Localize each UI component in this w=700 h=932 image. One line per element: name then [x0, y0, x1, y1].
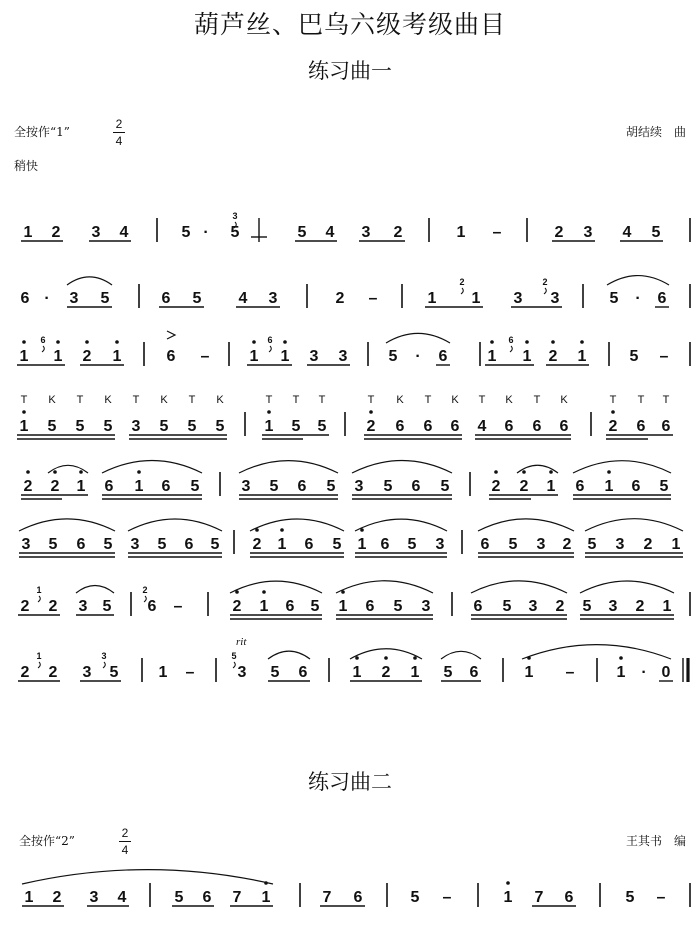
- slur: [76, 585, 114, 593]
- grace-note: 6: [508, 335, 514, 345]
- note: 6: [161, 478, 171, 495]
- slur: [607, 276, 669, 285]
- grace-stroke: [103, 662, 105, 668]
- exercise1-tempo: 稍快: [14, 159, 39, 173]
- high-octave-dot: [506, 881, 510, 885]
- note: 5: [48, 536, 58, 553]
- articulation-mark: T: [367, 394, 375, 406]
- high-octave-dot: [85, 340, 89, 344]
- note: 6: [423, 418, 433, 435]
- note: 1: [264, 418, 274, 435]
- rit-mark: rit: [236, 636, 247, 648]
- articulation-mark: T: [478, 394, 486, 406]
- note: 1: [76, 478, 86, 495]
- note: 2: [48, 598, 58, 615]
- grace-stroke: [544, 288, 546, 294]
- grace-note: 2: [542, 277, 548, 287]
- dash-note: –: [442, 889, 452, 906]
- slur: [585, 519, 683, 531]
- note: 3: [21, 536, 31, 553]
- dot-note: ·: [415, 348, 421, 365]
- note: 1: [522, 348, 532, 365]
- high-octave-dot: [280, 528, 284, 532]
- dash-note: –: [565, 664, 575, 681]
- note: 5: [291, 418, 301, 435]
- note: 5: [388, 348, 398, 365]
- note: 1: [577, 348, 587, 365]
- note: 2: [555, 598, 565, 615]
- note: 6: [469, 664, 479, 681]
- grace-stroke: [42, 346, 44, 352]
- note: 6: [575, 478, 585, 495]
- note: 6: [297, 478, 307, 495]
- high-octave-dot: [264, 881, 268, 885]
- note: 4: [238, 290, 248, 307]
- grace-note: 5: [231, 651, 237, 661]
- articulation-mark: K: [560, 394, 568, 406]
- dot-note: ·: [203, 224, 209, 241]
- articulation-mark: T: [318, 394, 326, 406]
- slur: [239, 461, 338, 473]
- high-octave-dot: [56, 340, 60, 344]
- note: 6: [104, 478, 114, 495]
- grace-note: 3: [232, 211, 238, 221]
- slur: [522, 645, 671, 659]
- note: 1: [19, 348, 29, 365]
- articulation-mark: T: [533, 394, 541, 406]
- note: 2: [82, 348, 92, 365]
- note: 1: [277, 536, 287, 553]
- time-denominator: 4: [121, 843, 129, 857]
- slur: [336, 581, 433, 593]
- note: 5: [440, 478, 450, 495]
- grace-note: 1: [36, 651, 42, 661]
- articulation-mark: T: [424, 394, 432, 406]
- note: 6: [20, 290, 30, 307]
- note: 1: [338, 598, 348, 615]
- note: 3: [435, 536, 445, 553]
- high-octave-dot: [549, 470, 553, 474]
- note: 1: [280, 348, 290, 365]
- high-octave-dot: [611, 410, 615, 414]
- note: 3: [241, 478, 251, 495]
- note: 6: [559, 418, 569, 435]
- note: 1: [53, 348, 63, 365]
- slur: [355, 519, 447, 531]
- note: 1: [487, 348, 497, 365]
- note: 5: [187, 418, 197, 435]
- note: 5: [215, 418, 225, 435]
- note: 5: [210, 536, 220, 553]
- note: 2: [562, 536, 572, 553]
- note: 5: [317, 418, 327, 435]
- note: 5: [174, 889, 184, 906]
- note: 3: [309, 348, 319, 365]
- note: 5: [159, 418, 169, 435]
- high-octave-dot: [53, 470, 57, 474]
- note: 6: [285, 598, 295, 615]
- note: 3: [69, 290, 79, 307]
- note: 5: [230, 224, 240, 241]
- note: 5: [109, 664, 119, 681]
- note: 4: [325, 224, 335, 241]
- note: 3: [528, 598, 538, 615]
- note: 7: [232, 889, 242, 906]
- note: 1: [456, 224, 466, 241]
- note: 2: [232, 598, 242, 615]
- note: 6: [661, 418, 671, 435]
- high-octave-dot: [22, 410, 26, 414]
- note: 1: [134, 478, 144, 495]
- note: 2: [548, 348, 558, 365]
- time-denominator: 4: [115, 134, 123, 148]
- note: 5: [190, 478, 200, 495]
- exercise1-composer: 胡结续 曲: [625, 125, 686, 139]
- note: 6: [202, 889, 212, 906]
- grace-note: 2: [459, 277, 465, 287]
- note: 1: [19, 418, 29, 435]
- high-octave-dot: [262, 590, 266, 594]
- high-octave-dot: [413, 656, 417, 660]
- high-octave-dot: [490, 340, 494, 344]
- note: 5: [582, 598, 592, 615]
- note: 2: [381, 664, 391, 681]
- slur: [441, 651, 481, 659]
- note: 6: [76, 536, 86, 553]
- note: 6: [298, 664, 308, 681]
- grace-stroke: [269, 346, 271, 352]
- slur: [268, 651, 310, 659]
- note: 1: [604, 478, 614, 495]
- note: 3: [536, 536, 546, 553]
- note: 6: [184, 536, 194, 553]
- dot-note: ·: [641, 664, 647, 681]
- note: 5: [410, 889, 420, 906]
- note: 5: [502, 598, 512, 615]
- note: 5: [103, 418, 113, 435]
- note: 6: [657, 290, 667, 307]
- note: 3: [354, 478, 364, 495]
- note: 6: [304, 536, 314, 553]
- high-octave-dot: [283, 340, 287, 344]
- note: 5: [629, 348, 639, 365]
- note: 5: [393, 598, 403, 615]
- note: 3: [131, 418, 141, 435]
- high-octave-dot: [79, 470, 83, 474]
- slur: [352, 461, 452, 473]
- note: 1: [546, 478, 556, 495]
- dash-note: –: [368, 290, 378, 307]
- articulation-mark: T: [292, 394, 300, 406]
- note: 6: [380, 536, 390, 553]
- note: 5: [192, 290, 202, 307]
- note: 5: [625, 889, 635, 906]
- note: 3: [513, 290, 523, 307]
- note: 1: [158, 664, 168, 681]
- note: 4: [119, 224, 129, 241]
- dash-note: –: [659, 348, 669, 365]
- note: 3: [91, 224, 101, 241]
- articulation-mark: T: [188, 394, 196, 406]
- articulation-mark: K: [160, 394, 168, 406]
- note: 2: [23, 478, 33, 495]
- articulation-mark: K: [505, 394, 513, 406]
- note: 5: [100, 290, 110, 307]
- note: 2: [366, 418, 376, 435]
- note: 6: [147, 598, 157, 615]
- note: 5: [659, 478, 669, 495]
- note: 5: [508, 536, 518, 553]
- note: 3: [583, 224, 593, 241]
- articulation-mark: K: [48, 394, 56, 406]
- note: 6: [504, 418, 514, 435]
- note: 3: [608, 598, 618, 615]
- note: 2: [393, 224, 403, 241]
- note: 5: [47, 418, 57, 435]
- note: 1: [671, 536, 681, 553]
- note: 6: [438, 348, 448, 365]
- grace-note: 1: [36, 585, 42, 595]
- note: 5: [310, 598, 320, 615]
- articulation-mark: K: [451, 394, 459, 406]
- high-octave-dot: [267, 410, 271, 414]
- articulation-mark: T: [265, 394, 273, 406]
- note: 6: [166, 348, 176, 365]
- note: 1: [524, 664, 534, 681]
- slur: [230, 581, 322, 593]
- note: 6: [450, 418, 460, 435]
- high-octave-dot: [26, 470, 30, 474]
- dot-note: ·: [635, 290, 641, 307]
- time-numerator: 2: [115, 117, 123, 131]
- note: 5: [383, 478, 393, 495]
- grace-stroke: [144, 596, 146, 602]
- slur: [478, 519, 574, 531]
- note: 2: [51, 224, 61, 241]
- grace-note: 2: [142, 585, 148, 595]
- note: 2: [20, 664, 30, 681]
- note: 6: [411, 478, 421, 495]
- note: 3: [550, 290, 560, 307]
- articulation-mark: K: [396, 394, 404, 406]
- time-numerator: 2: [121, 826, 129, 840]
- note: 2: [519, 478, 529, 495]
- slur: [102, 461, 202, 473]
- note: 5: [297, 224, 307, 241]
- note: 1: [249, 348, 259, 365]
- note: 6: [532, 418, 542, 435]
- note: 6: [365, 598, 375, 615]
- note: 2: [252, 536, 262, 553]
- high-octave-dot: [619, 656, 623, 660]
- high-octave-dot: [522, 470, 526, 474]
- slur: [22, 870, 273, 884]
- note: 5: [102, 598, 112, 615]
- high-octave-dot: [384, 656, 388, 660]
- articulation-mark: T: [609, 394, 617, 406]
- note: 3: [82, 664, 92, 681]
- note: 5: [269, 478, 279, 495]
- articulation-mark: T: [76, 394, 84, 406]
- articulation-mark: T: [132, 394, 140, 406]
- note: 7: [322, 889, 332, 906]
- note: 3: [421, 598, 431, 615]
- note: 2: [52, 889, 62, 906]
- note: 2: [335, 290, 345, 307]
- note: 1: [662, 598, 672, 615]
- note: 6: [636, 418, 646, 435]
- slur: [128, 519, 222, 531]
- exercise2-fingering: 全按作“2”: [19, 834, 75, 848]
- grace-stroke: [510, 346, 512, 352]
- exercise2-composer: 王其书 编: [625, 834, 686, 848]
- note: 2: [20, 598, 30, 615]
- note: 5: [157, 536, 167, 553]
- slur: [250, 519, 344, 531]
- note: 5: [270, 664, 280, 681]
- high-octave-dot: [525, 340, 529, 344]
- exercise1-fingering: 全按作“1”: [14, 125, 70, 139]
- grace-note: 6: [267, 335, 273, 345]
- note: 2: [50, 478, 60, 495]
- high-octave-dot: [551, 340, 555, 344]
- articulation-mark: T: [20, 394, 28, 406]
- note: 0: [661, 664, 671, 681]
- dash-note: –: [200, 348, 210, 365]
- high-octave-dot: [355, 656, 359, 660]
- note: 6: [161, 290, 171, 307]
- grace-stroke: [461, 288, 463, 294]
- note: 2: [635, 598, 645, 615]
- note: 3: [89, 889, 99, 906]
- grace-stroke: [233, 662, 235, 668]
- note: 7: [534, 889, 544, 906]
- note: 5: [651, 224, 661, 241]
- note: 1: [357, 536, 367, 553]
- high-octave-dot: [580, 340, 584, 344]
- note: 1: [259, 598, 269, 615]
- note: 5: [332, 536, 342, 553]
- high-octave-dot: [369, 410, 373, 414]
- note: 5: [587, 536, 597, 553]
- note: 2: [643, 536, 653, 553]
- note: 3: [130, 536, 140, 553]
- note: 6: [473, 598, 483, 615]
- grace-stroke: [38, 596, 40, 602]
- note: 2: [554, 224, 564, 241]
- note: 2: [48, 664, 58, 681]
- note: 2: [608, 418, 618, 435]
- note: 2: [491, 478, 501, 495]
- dash-note: –: [492, 224, 502, 241]
- note: 1: [410, 664, 420, 681]
- note: 3: [361, 224, 371, 241]
- note: 4: [117, 889, 127, 906]
- note: 3: [338, 348, 348, 365]
- note: 1: [427, 290, 437, 307]
- dot-note: ·: [44, 290, 50, 307]
- slur: [386, 333, 450, 343]
- grace-note: 3: [101, 651, 107, 661]
- exercise1-heading: 练习曲一: [308, 59, 392, 83]
- slur: [580, 581, 674, 593]
- note: 3: [78, 598, 88, 615]
- note: 5: [103, 536, 113, 553]
- note: 3: [615, 536, 625, 553]
- dash-note: –: [185, 664, 195, 681]
- note: 1: [112, 348, 122, 365]
- note: 6: [564, 889, 574, 906]
- note: 5: [181, 224, 191, 241]
- note: 5: [609, 290, 619, 307]
- slur: [573, 461, 671, 473]
- high-octave-dot: [137, 470, 141, 474]
- articulation-mark: T: [637, 394, 645, 406]
- note: 5: [326, 478, 336, 495]
- high-octave-dot: [607, 470, 611, 474]
- note: 6: [631, 478, 641, 495]
- exercise2-heading: 练习曲二: [308, 770, 392, 794]
- high-octave-dot: [22, 340, 26, 344]
- articulation-mark: K: [104, 394, 112, 406]
- dash-note: –: [656, 889, 666, 906]
- note: 1: [471, 290, 481, 307]
- note: 1: [261, 889, 271, 906]
- note: 5: [407, 536, 417, 553]
- note: 5: [75, 418, 85, 435]
- note: 1: [352, 664, 362, 681]
- slur: [471, 581, 567, 593]
- note: 3: [237, 664, 247, 681]
- note: 4: [477, 418, 487, 435]
- high-octave-dot: [252, 340, 256, 344]
- note: 4: [622, 224, 632, 241]
- note: 1: [616, 664, 626, 681]
- note: 6: [353, 889, 363, 906]
- dash-note: –: [173, 598, 183, 615]
- high-octave-dot: [494, 470, 498, 474]
- grace-note: 6: [40, 335, 46, 345]
- page-title: 葫芦丝、巴乌六级考级曲目: [193, 10, 506, 39]
- articulation-mark: T: [662, 394, 670, 406]
- slur: [19, 519, 115, 531]
- note: 6: [480, 536, 490, 553]
- accent-mark: [167, 331, 175, 339]
- note: 6: [395, 418, 405, 435]
- grace-stroke: [38, 662, 40, 668]
- high-octave-dot: [115, 340, 119, 344]
- slur: [67, 277, 112, 285]
- articulation-mark: K: [216, 394, 224, 406]
- note: 1: [503, 889, 513, 906]
- note: 1: [23, 224, 33, 241]
- note: 5: [443, 664, 453, 681]
- note: 1: [24, 889, 34, 906]
- note: 3: [268, 290, 278, 307]
